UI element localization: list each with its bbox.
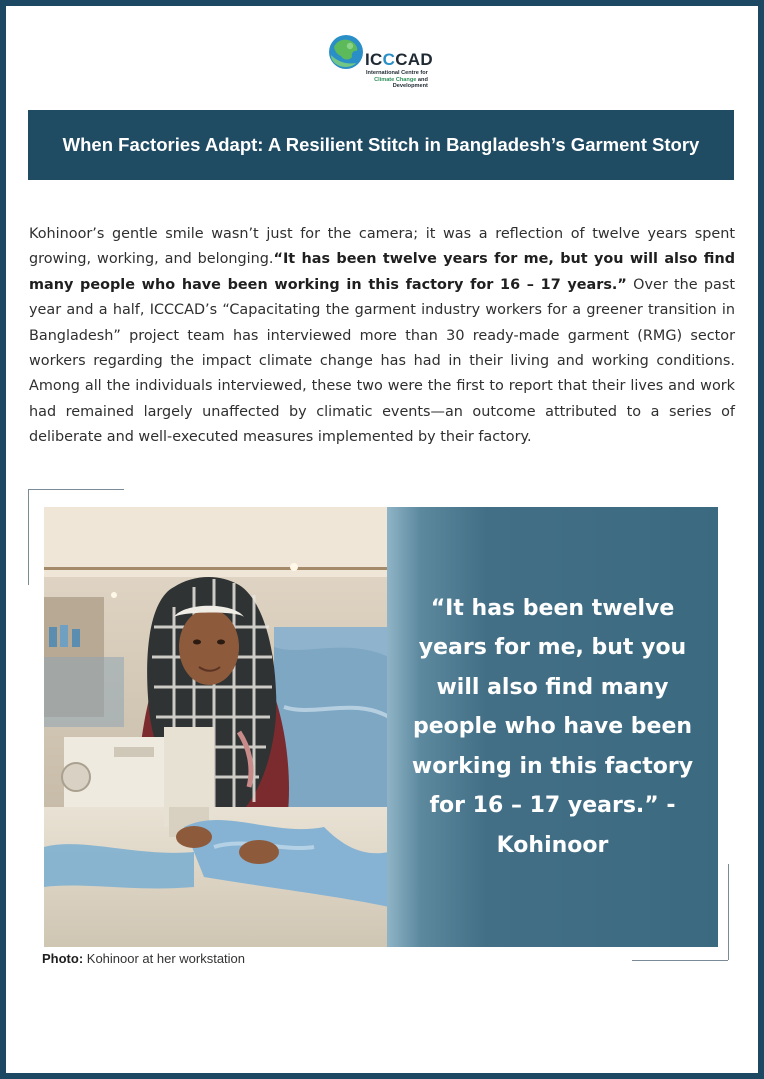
pull-quote-panel: [387, 507, 718, 947]
icccad-logo: [328, 32, 458, 96]
decorative-frame-line: [28, 489, 124, 490]
decorative-frame-line: [632, 960, 728, 961]
highlighted-quote: “It has been twelve years for me, but you will also find many people who have been working in this factory for 16 – 17 years.”: [29, 251, 735, 293]
photo-illustration: [44, 507, 389, 947]
logo-subtitle: International Centre for Climate Change and Development: [366, 70, 428, 89]
title-banner: [28, 110, 734, 180]
body-paragraph: Kohinoor’s gentle smile wasn’t just for the camera; it was a reflection of twelve years spent growing, working, and belonging.“It has been twelve years for me, but you will also find many people who have been working in this factory for 16 – 17 years.” Over the past year and a half, ICCCAD’s “Capacitating the garment industry workers for a greener transition in Bangladesh” project team has interviewed more than 30 ready-made garment (RMG) sector workers regarding the impact climate change has had in their living and working conditions. Among all the individuals interviewed, these two were the first to report that their lives and work had remained largely unaffected by climatic events—an outcome attributed to a series of deliberate and well-executed measures implemented by their factory.: [29, 226, 735, 446]
page-title: When Factories Adapt: A Resilient Stitch in Bangladesh’s Garment Story: [62, 134, 700, 155]
photo-caption: Photo: Kohinoor at her workstation: [42, 951, 246, 966]
decorative-frame-line: [28, 489, 29, 585]
logo-name: ICCCAD: [365, 50, 433, 69]
globe-logo-icon: [328, 34, 364, 70]
pull-quote: “It has been twelve years for me, but you will also find many people who have been working in this factory for 16 – 17 years.” - Kohinoor: [411, 595, 694, 858]
workstation-photo: [44, 507, 389, 947]
decorative-frame-line: [728, 864, 729, 960]
